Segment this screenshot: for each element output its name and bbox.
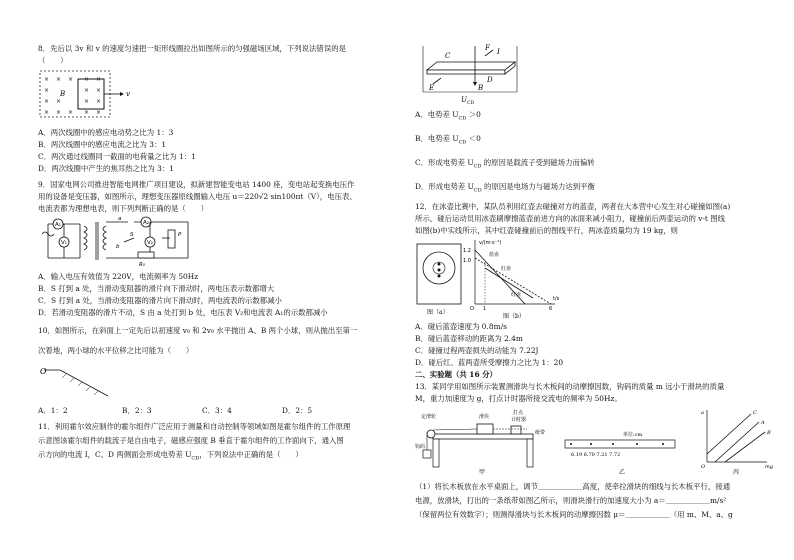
q12-graph-blue: 蓝壶 [489, 252, 500, 258]
q9-option-d: D．若滑动变阻器的滑片不动，S 由 a 处打到 b 处，电压表 V₂和电流表 A₁的示数都减小 [38, 308, 328, 317]
q11-option-b: B．电势差 $U_{CD} <0$ [415, 134, 481, 146]
q13-caption-jia: 甲 [479, 469, 486, 476]
q13-graph-mg: mg [765, 464, 773, 470]
q11-fig-U-sub: CD [467, 101, 475, 106]
q11-stem-3: 示方向的电流 I，C、D 两侧面会形成电势差 $U_{CD}$，下列说法中正确的是（ ） [38, 450, 303, 462]
q11-fig-F: F [485, 44, 490, 52]
q13-part1-line1: （1）将长木板放在水平桌面上，调节＿＿＿＿＿＿高度，使牵拉滑块的细线与长木板平行，接通 [415, 482, 731, 491]
q12-graph-t6: 6 [549, 306, 553, 312]
q8-option-c: C．两次通过线圈同一截面的电荷量之比为 1：1 [38, 152, 196, 161]
q12-graph-vunit: v/(m·s⁻¹) [479, 240, 502, 246]
q13-tape-values: 6.19 6.70 7.21 7.72 [571, 452, 621, 458]
q11-fig-D: D [487, 76, 493, 84]
svg-text:×: × [68, 109, 74, 116]
q12-graph-y12: 1.2 [463, 248, 471, 254]
q12-option-b: B．碰后蓝壶移动的距离为 2.4m [415, 334, 523, 343]
svg-text:×: × [56, 76, 62, 83]
q10-slope-figure [38, 360, 138, 400]
svg-text:×: × [96, 76, 102, 83]
right-column [397, 0, 782, 560]
svg-text:×: × [56, 109, 62, 116]
q12-graph-y10: 1.0 [463, 258, 471, 264]
q13-label-pulley: 定滑轮 [421, 414, 437, 420]
svg-text:×: × [44, 109, 50, 116]
svg-text:×: × [84, 98, 90, 105]
q11-fig-C: C [445, 52, 451, 60]
q8-stem: 8．先后以 3v 和 v 的速度匀速把一矩形线圈拉出如图所示的匀强磁场区域，下列说法错误的是 [38, 44, 346, 53]
q8-option-b: B．两次线圈中的感应电流之比为 3：1 [38, 140, 167, 149]
q13-label-block: 滑块 [479, 414, 490, 420]
q13-caption-yi: 乙 [619, 469, 626, 476]
q13-label-tape: 纸带 [535, 430, 546, 436]
q8-paren: （ ） [38, 56, 68, 65]
q11-stem-2: 示意图该霍尔组件的载流子是自由电子，磁感应强度 B 垂直于霍尔组件的工作面向下，通入图 [38, 436, 344, 445]
q10-option-c: C．3：4 [202, 406, 232, 415]
q8-option-d: D．两次线圈中产生的焦耳热之比为 3：1 [38, 164, 174, 173]
q8-figure [38, 70, 148, 118]
q9-R0-label: R₀ [139, 262, 146, 268]
q12-option-d: D．碰后红、蓝两壶所受摩擦力之比为 1：20 [415, 358, 564, 367]
q10-option-a: A．1：2 [38, 406, 68, 415]
q13-graph-B: B [767, 430, 771, 436]
q13-part1-line2: 电源，放滑块，打出的一条纸带如图乙所示，则滑块滑行的加速度大小为 a＝＿＿＿＿＿＿m/s² [415, 496, 727, 505]
q13-caption-bing: 丙 [733, 469, 740, 476]
q12-stem-3: 如图(b)中实线所示，其中红壶碰撞前后的图线平行，两冰壶质量均为 19 kg，则 [415, 226, 678, 235]
q12-stem-1: 12．在冰壶比赛中，某队员利用红壶去碰撞对方的蓝壶，两者在大本营中心发生对心碰撞如图(a) [415, 202, 731, 211]
q8-fig-B: B [60, 90, 66, 98]
q12-fig-b-caption: 图（b） [503, 313, 525, 320]
q9-V1-label: V₁ [61, 240, 67, 246]
svg-text:×: × [56, 98, 62, 105]
q12-option-c: C．碰撞过程两壶损失的动能为 7.22J [415, 346, 539, 355]
q10-stem-2: 次着地，两小球的水平位移之比可能为（ ） [38, 346, 194, 355]
q12-option-a: A．碰后蓝壶速度为 0.8m/s [415, 322, 507, 331]
q13-graph-A: A [761, 420, 765, 426]
svg-text:×: × [96, 87, 102, 94]
q9-stem-2: 用的设备是变压器，如图所示，理想变压器原线圈输入电压 u＝220√2 sin100πt（V），电压表、 [38, 192, 357, 201]
q9-S-label: S [130, 232, 134, 238]
svg-text:×: × [96, 109, 102, 116]
q10-fig-O: O [40, 367, 47, 376]
q9-P-label: P [178, 232, 182, 238]
q13-label-timer1: 打点 [513, 410, 524, 416]
q10-option-b: B．2：3 [122, 406, 152, 415]
svg-text:×: × [84, 87, 90, 94]
q9-A2-label: A₂ [143, 220, 149, 226]
q13-part1-line3: （保留两位有效数字）；则测得滑块与长木板间的动摩擦因数 μ＝＿＿＿＿＿＿（用 m、M、a、g [415, 510, 733, 519]
q12-graph-O: O [470, 306, 474, 312]
q11-option-d: D．形成电势差 $U_{CD}$ 的原因是电场力与磁场力达到平衡 [415, 182, 595, 194]
q13-label-hook: 钩码 [415, 444, 426, 450]
q11-fig-E: E [429, 84, 435, 92]
q11-option-a: A．电势差 $U_{CD} >0$ [415, 110, 481, 122]
q8-option-a: A．两次线圈中的感应电动势之比为 1：3 [38, 128, 174, 137]
q9-circuit-figure [38, 214, 198, 268]
q9-V2-label: V₂ [147, 240, 153, 246]
q10-stem-1: 10．如图所示，在斜面上一定先后以初速度 v₀ 和 2v₀ 水平抛出 A、B 两个小球，则从抛出至第一 [38, 326, 358, 335]
svg-text:×: × [84, 76, 90, 83]
q9-A1-label: A₁ [55, 222, 61, 228]
q9-stem-3: 电流表都为理想电表，则下列判断正确的是（ ） [38, 204, 208, 213]
q11-hall-figure [415, 42, 525, 106]
q8-fig-v: v [126, 90, 130, 98]
q11-fig-I: I [497, 48, 500, 56]
q13-graph-O: O [701, 464, 706, 470]
q13-graph-C: C [753, 410, 757, 416]
q9-option-a: A．输入电压有效值为 220V，电流频率为 50Hz [38, 272, 199, 281]
q12-stem-2: 所示，碰后运动员用冰壶刷摩擦蓝壶前进方向的冰面来减小阻力，碰撞前后两壶运动的 v-t 图线 [415, 214, 725, 223]
svg-text:×: × [68, 76, 74, 83]
q12-fig-a-caption: 图（a） [427, 309, 449, 316]
svg-text:×: × [44, 98, 50, 105]
q9-b-label: b [116, 244, 120, 250]
q11-stem-1: 11．利用霍尔效应制作的霍尔组件广泛应用于测量和自动控制等领域如图是霍尔组件的工作原理 [38, 422, 351, 431]
q13-label-unit: 单位:cm [623, 432, 643, 438]
q11-fig-B: B [478, 84, 484, 92]
left-column [0, 0, 385, 560]
q13-label-timer2: 计时器 [511, 417, 527, 423]
svg-text:×: × [44, 87, 50, 94]
svg-text:×: × [84, 109, 90, 116]
q9-stem-1: 9．国家电网公司推进智能电网推广项目建设，拟新建智能变电站 1400 座，变电站起变换电压作 [38, 180, 355, 189]
q12-graph-red2: 红壶 [511, 292, 522, 298]
q11-fig-U: U [461, 96, 467, 104]
q13-graph-a: a [701, 410, 704, 416]
q12-graph-red: 红壶 [501, 266, 512, 272]
svg-text:×: × [96, 98, 102, 105]
q9-a-label: a [118, 216, 122, 222]
svg-text:×: × [44, 76, 50, 83]
q13-stem-1: 13．某同学用如图所示装置测滑块与长木板间的动摩擦因数，钩码的质量 m 远小于滑块的质量 [415, 382, 725, 391]
q12-figures [415, 238, 565, 320]
q11-option-c: C．形成电势差 $U_{CD}$ 的原因是载流子受到磁场力而偏转 [415, 158, 595, 170]
q12-graph-tunit: t/s [553, 296, 560, 302]
q13-stem-2: M，重力加速度为 g，打点计时器所接交流电的频率为 50Hz。 [415, 394, 622, 403]
section-experiment-title: 二、实验题（共 16 分） [415, 370, 497, 379]
q9-option-c: C．S 打到 a 处，当滑动变阻器的滑片向下滑动时，两电流表的示数都减小 [38, 296, 282, 305]
q13-figures [415, 404, 785, 476]
q9-option-b: B．S 打到 a 处，当滑动变阻器的滑片向下滑动时，两电压表示数都增大 [38, 284, 275, 293]
q10-option-d: D．2：5 [282, 406, 313, 415]
q12-graph-t1: 1 [483, 306, 487, 312]
